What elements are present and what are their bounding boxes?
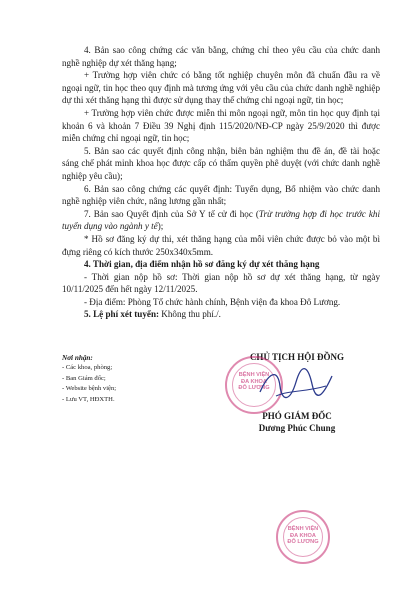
section-5-fee: 5. Lệ phí xét tuyển: Không thu phí./. [84, 309, 221, 320]
item-4-diploma-substitution: + Trường hợp viên chức có bằng tốt nghiệp chuyên môn đã chuẩn đầu ra về ngoại ngữ, tin học theo quy định mà tương ứng với yêu cầu của chức danh nghề nghiệp dự thi xét thăng hạng thì được sử dụng thay thế chứng chỉ ngoại ngữ, tin học; [62, 70, 380, 106]
recipient-item: - Website bệnh viện; [62, 385, 117, 393]
signer-role-deputy-director: PHÓ GIÁM ĐỐC [262, 411, 332, 421]
submission-place: - Địa điểm: Phòng Tổ chức hành chính, Bệnh viện đa khoa Đô Lương. [84, 296, 341, 307]
document-body [62, 44, 380, 321]
recipient-item: - Các khoa, phòng; [62, 364, 113, 372]
recipients-block [62, 353, 192, 405]
signer-name: Dương Phúc Chung [258, 423, 336, 433]
item-4-copies-of-diplomas: 4. Bản sao công chứng các văn bằng, chứng chỉ theo yêu cầu của chức danh nghề nghiệp dự xét thăng hạng; [62, 45, 380, 68]
envelope-note: * Hồ sơ đăng ký dự thi, xét thăng hạng của mỗi viên chức được bỏ vào một bì đựng riêng có kích thước 250x340x5mm. [62, 233, 380, 257]
recipient-item: - Ban Giám đốc; [62, 374, 106, 382]
handwritten-signature [256, 362, 336, 406]
official-seal-stamp: BỆNH VIỆN ĐA KHOA ĐÔ LƯƠNG [225, 356, 283, 414]
item-5-recognition-decisions: 5. Bản sao các quyết định công nhận, biên bản nghiệm thu đề án, đề tài hoặc sáng chế phát minh khoa học được cấp có thẩm quyền phê duyệt (với chức danh nghề nghiệp yêu cầu); [62, 145, 380, 181]
section-4-heading: 4. Thời gian, địa điểm nhận hồ sơ đăng ký dự xét thăng hạng [84, 259, 320, 270]
item-7-study-decision: 7. Bản sao Quyết định của Sở Y tế cử đi học (Trừ trường hợp đi học trước khi tuyển dụng vào ngành y tế); [62, 208, 380, 232]
item-4-exemption: + Trường hợp viên chức được miễn thi môn ngoại ngữ, môn tin học quy định tại khoản 6 và khoản 7 Điều 39 Nghị định 115/2020/NĐ-CP ngày 25/9/2020 thì được miễn chứng chỉ ngoại ngữ, tin học; [62, 107, 380, 144]
recipient-item: - Lưu VT, HĐXTH. [62, 395, 115, 403]
item-6-appointment-decisions: 6. Bản sao công chứng các quyết định: Tuyển dụng, Bổ nhiệm vào chức danh nghề nghiệp viên chức, nâng lương gần nhất; [62, 183, 380, 207]
signer-role-chairman: CHỦ TỊCH HỘI ĐỒNG [249, 352, 345, 362]
item-7-exception-note: Trừ trường hợp đi học trước khi tuyển dụng vào ngành y tế [62, 208, 380, 232]
recipients-title: Nơi nhận: [62, 354, 93, 362]
submission-time: - Thời gian nộp hồ sơ: Thời gian nộp hồ sơ dự xét thăng hạng, từ ngày 10/11/2025 đến hết ngày 12/11/2025. [62, 271, 380, 295]
page-seal-stamp: BỆNH VIỆN ĐA KHOA ĐÔ LƯƠNG [276, 510, 330, 564]
